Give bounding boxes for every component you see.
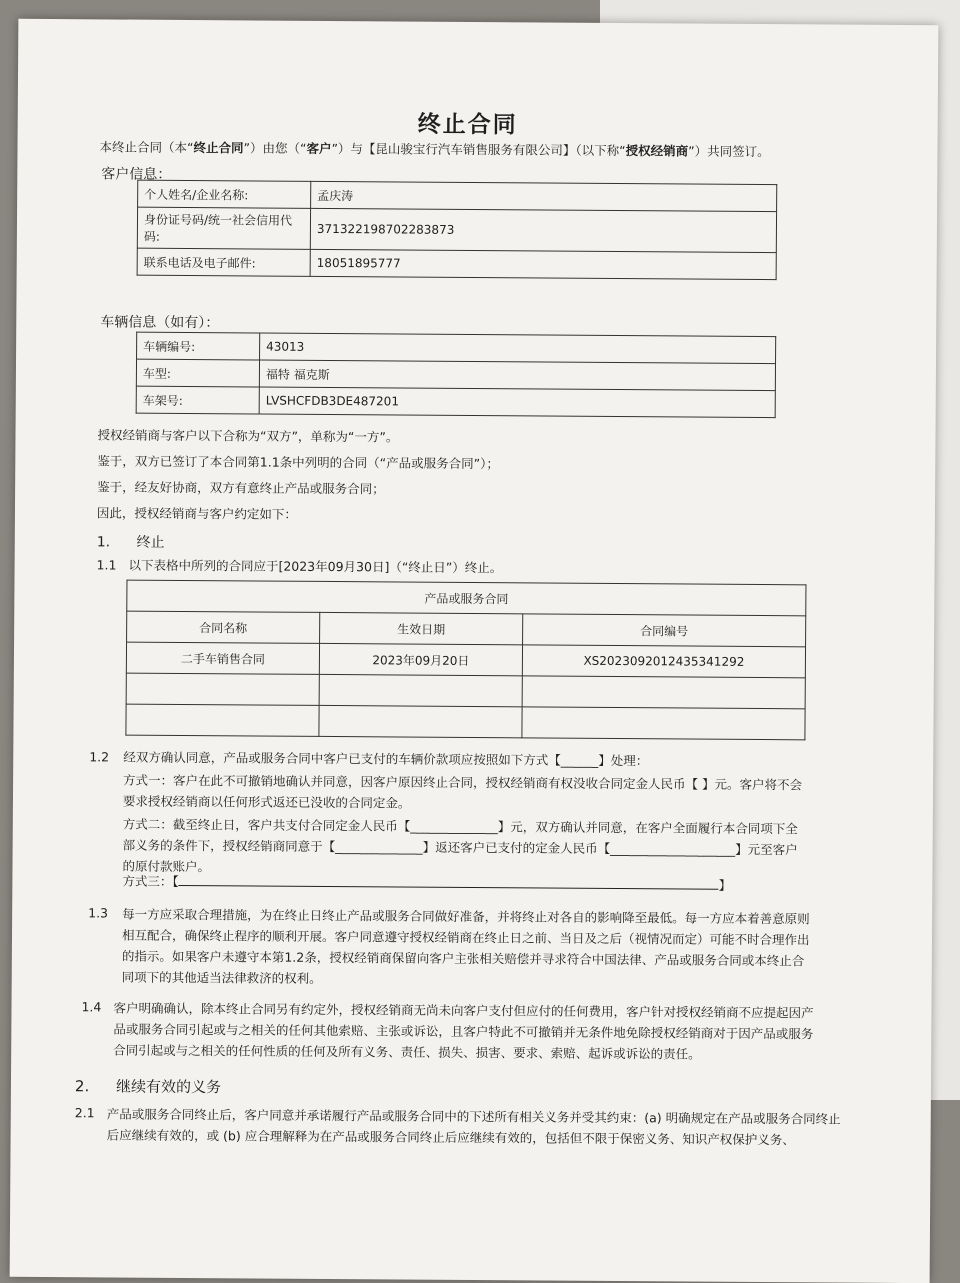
vehicle-vin-label: 车架号: xyxy=(136,386,259,414)
empty-cell xyxy=(522,676,805,709)
contract-name-cell: 二手车销售合同 xyxy=(126,642,319,674)
header-effective-date: 生效日期 xyxy=(320,612,523,644)
customer-section-heading: 客户信息： xyxy=(101,166,172,183)
section-2-heading xyxy=(75,1075,221,1097)
table-row xyxy=(126,673,805,709)
customer-id-value: 371322198702283873 xyxy=(310,208,776,252)
document-page xyxy=(10,19,939,1283)
table-row xyxy=(136,386,775,417)
clause-1-4-number: 1.4 xyxy=(81,999,102,1015)
clause-1-4-text: 客户明确确认，除本终止合同另有约定外，授权经销商无尚未向客户支付但应付的任何费用，客户针对授权经销商不应提起因产品或服务合同引起或与之相关的任何其他索赔、主张或诉讼，且客户特此不可撤销并无条件地免除授权经销商对于因产品或服务合同引起或与之相关的任何性质的任何及所有义务、责任、损失、损害、要求、索赔、起诉或诉讼的责任。 xyxy=(113,1000,814,1062)
table-row xyxy=(127,580,806,616)
customer-phone-label: 联系电话及电子邮件: xyxy=(137,248,310,276)
intro-line: 本终止合同（本“终止合同”）由您（“客户”）与【昆山骏宝行汽车销售服务有限公司】（以下称“授权经销商”）共同签订。 xyxy=(99,139,770,160)
section-1-number: 1. xyxy=(96,534,111,551)
clause-1-3-number: 1.3 xyxy=(88,905,109,921)
empty-cell xyxy=(522,707,805,740)
vehicle-number-value: 43013 xyxy=(260,333,776,364)
table-row xyxy=(126,642,805,678)
header-contract-name: 合同名称 xyxy=(127,611,320,643)
clause-2-1-text: 产品或服务合同终止后，客户同意并承诺履行产品或服务合同中的下述所有相关义务并受其约束：(a) 明确规定在产品或服务合同终止后应继续有效的，或 (b) 应合理解释为在产品或服务合同终止后应继续有效的，包括但不限于保密义务、知识产权保护义务、 xyxy=(106,1106,841,1148)
section-2-number: 2. xyxy=(74,1077,90,1096)
empty-cell xyxy=(319,705,522,737)
vehicle-info-table xyxy=(136,332,777,418)
vehicle-number-label: 车辆编号: xyxy=(137,332,260,360)
empty-cell xyxy=(319,674,522,706)
vehicle-model-value: 福特 福克斯 xyxy=(259,360,775,391)
clause-1-2-number: 1.2 xyxy=(89,749,110,765)
clause-1-1: 1.1 以下表格中所列的合同应于[2023年09月30日]（“终止日”）终止。 xyxy=(96,557,503,576)
vehicle-vin-value: LVSHCFDB3DE487201 xyxy=(259,387,775,418)
recital-1: 鉴于，双方已签订了本合同第1.1条中列明的合同（“产品或服务合同”）； xyxy=(97,453,499,472)
customer-id-label: 身份证号码/统一社会信用代码: xyxy=(137,207,310,249)
effective-date-cell: 2023年09月20日 xyxy=(319,643,522,675)
customer-info-table xyxy=(137,180,778,280)
clause-1-2-way-2: 方式二：截至终止日，客户共支付合同定金人民币【______________】元，双方确认并同意，在客户全面履行本合同项下全部义务的条件下，授权经销商同意于【______________】返还客户已支付的定金人民币【____________________】元至客户的原付款账户。 xyxy=(122,816,798,875)
clause-1-3-text: 每一方应采取合理措施，为在终止日终止产品或服务合同做好准备，并将终止对各自的影响降至最低。每一方应本着善意原则相互配合，确保终止程序的顺利开展。客户同意遵守授权经销商在终止日之前、当日及之后（视情况而定）可能不时合理作出的指示。如果客户未遵守本第1.2条，授权经销商保留向客户主张相关赔偿并寻求符合中国法律、产品或服务合同或本终止合同项下的其他适当法律救济的权利。 xyxy=(121,906,810,986)
clause-1-2-way-3: 方式三：【 】 xyxy=(122,873,732,893)
contract-table xyxy=(125,580,806,741)
vehicle-section-heading: 车辆信息（如有）： xyxy=(100,314,220,332)
table-row xyxy=(137,207,776,252)
document-title: 终止合同 xyxy=(417,111,518,139)
definition-parties: 授权经销商与客户以下合称为“双方”，单称为“一方”。 xyxy=(97,427,399,445)
recital-3: 因此，授权经销商与客户约定如下： xyxy=(96,505,298,522)
section-1-title: 终止 xyxy=(136,534,165,551)
table-row xyxy=(137,248,776,279)
section-1-heading xyxy=(97,531,165,551)
table-row xyxy=(126,704,805,740)
empty-cell xyxy=(126,673,319,705)
recital-2: 鉴于，经友好协商，双方有意终止产品或服务合同； xyxy=(97,479,385,497)
customer-phone-value: 18051895777 xyxy=(310,249,776,279)
clause-1-2-lead: 经双方确认同意，产品或服务合同中客户已支付的车辆价款项应按照如下方式【______】处理： xyxy=(123,749,649,769)
table-row xyxy=(127,611,806,647)
clause-1-2-way-1: 方式一：客户在此不可撤销地确认并同意，因客户原因终止合同，授权经销商有权没收合同定金人民币【 】元。客户将不会要求授权经销商以任何形式返还已没收的合同定金。 xyxy=(122,772,803,811)
contract-number-cell: XS2023092012435341292 xyxy=(522,645,805,678)
customer-name-value: 孟庆涛 xyxy=(311,181,777,211)
vehicle-model-label: 车型: xyxy=(136,359,259,387)
empty-cell xyxy=(126,704,319,736)
header-contract-number: 合同编号 xyxy=(523,614,806,647)
section-2-title: 继续有效的义务 xyxy=(115,1077,222,1097)
contract-table-caption: 产品或服务合同 xyxy=(127,580,806,616)
clause-2-1-number: 2.1 xyxy=(74,1105,95,1121)
customer-name-label: 个人姓名/企业名称: xyxy=(138,180,311,208)
